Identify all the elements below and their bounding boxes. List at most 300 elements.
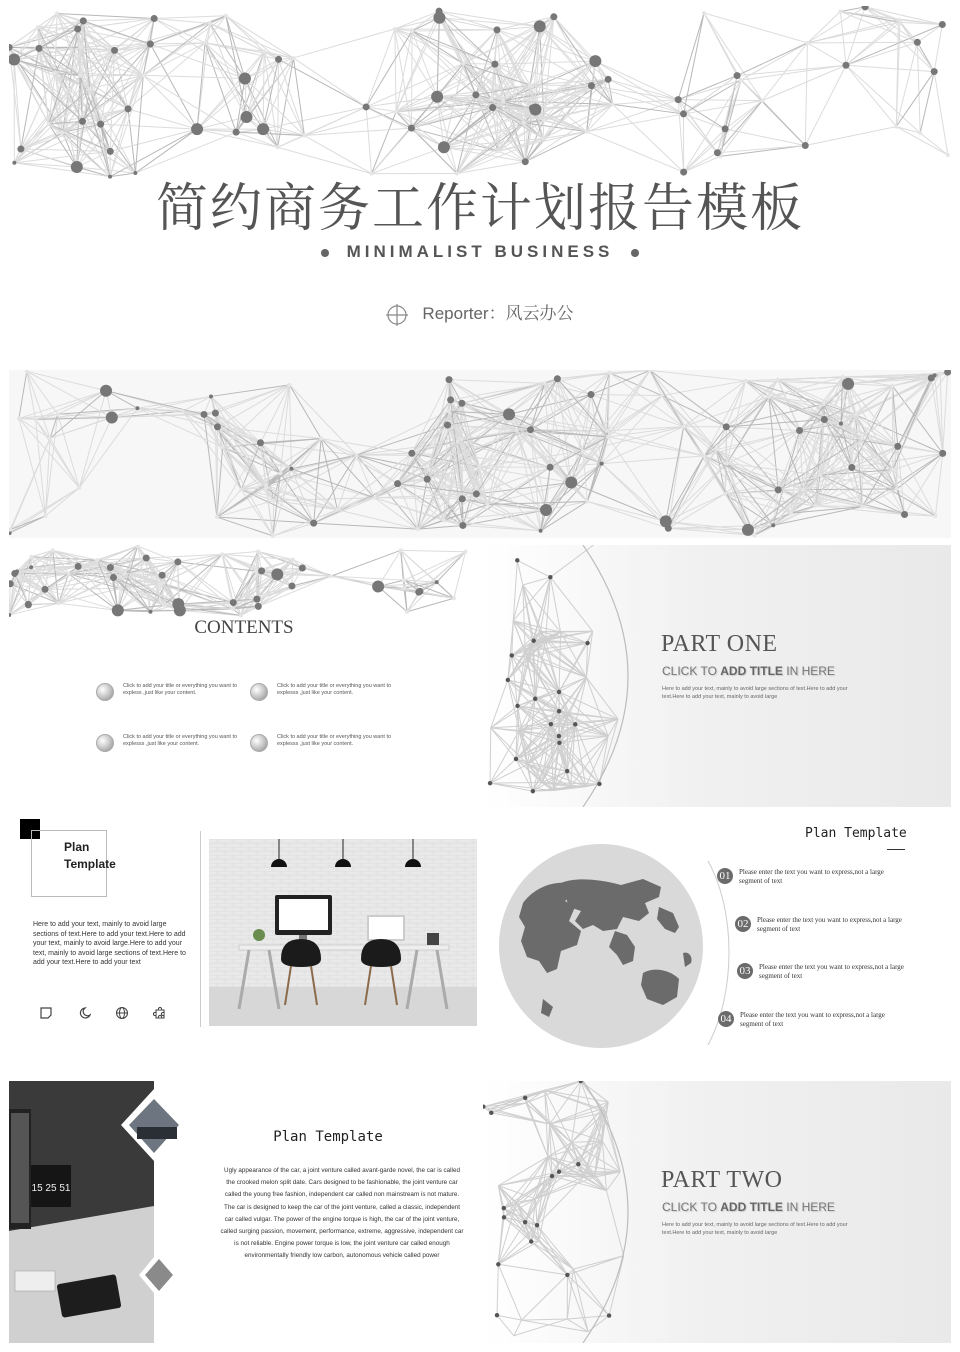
mesh-line — [205, 43, 293, 58]
mesh-node — [123, 572, 127, 576]
mesh-line — [293, 29, 394, 58]
mesh-node — [914, 39, 921, 46]
mesh-node — [319, 437, 323, 441]
mesh-line — [490, 783, 542, 784]
mesh-line — [720, 145, 805, 156]
mesh-node — [447, 396, 454, 403]
mesh-node — [111, 47, 118, 54]
mesh-line — [304, 107, 366, 136]
mesh-node — [220, 552, 224, 556]
mesh-line — [366, 31, 412, 107]
mesh-node — [147, 41, 154, 48]
mesh-line — [395, 29, 396, 112]
mesh-node — [714, 448, 718, 452]
mesh-line — [337, 455, 356, 510]
mesh-node — [767, 395, 771, 399]
mesh-node — [576, 1162, 580, 1166]
contents-item-text: Click to add your title or everything you want to explesss ,just like your content. — [123, 734, 238, 747]
mesh-line — [411, 31, 412, 128]
mesh-node — [894, 443, 901, 450]
mesh-node — [515, 429, 519, 433]
mesh-line — [491, 728, 519, 731]
cover-title: 简约商务工作计划报告模板 — [155, 179, 804, 239]
mesh-line — [290, 385, 292, 469]
mesh-line — [366, 107, 444, 147]
mesh-node — [801, 488, 805, 492]
mesh-node — [394, 110, 398, 114]
mesh-node — [278, 471, 282, 475]
mesh-node — [456, 439, 460, 443]
mesh-node — [489, 1111, 493, 1115]
item-text: Please enter the text you want to express,not a large segment of text — [759, 963, 904, 980]
mesh-node — [585, 499, 589, 503]
mesh-line — [490, 728, 491, 783]
mesh-line — [366, 107, 371, 174]
mesh-node — [172, 598, 184, 610]
mesh-node — [461, 61, 465, 65]
world-globe-image — [483, 813, 713, 1053]
contents-item-text: Click to add your title or everything you want to expless ,just like your content. — [123, 683, 238, 696]
globe-icon — [115, 1006, 129, 1020]
mesh-line — [678, 100, 762, 101]
mesh-node — [310, 520, 317, 527]
mesh-node — [660, 394, 664, 398]
mesh-node — [550, 13, 557, 20]
network-decoration — [9, 370, 951, 538]
plan-body: Ugly appearance of the car, a joint venture called avant-garde novel, the car is called the crooked melon split date. Cars designed to be fashionable, the joint venture car called the young free fashion, independent car called non mainstream is not mature. The car is designed to keep the car of the joint venture, called a classic, independent car called vulgar. The power of the engine torque is high, the car of the joint venture, called surging passion, movement, performance, extreme, aggressive, independent car is not reliable. Engine power torque is low, the joint venture car called enough environmentally friendly low carbon, autonomous vehicle called power — [220, 1167, 464, 1260]
mesh-node — [408, 450, 415, 457]
mesh-node — [514, 757, 518, 761]
mesh-node — [79, 118, 86, 125]
mesh-node — [532, 639, 536, 643]
mesh-line — [602, 464, 669, 529]
mesh-node — [841, 375, 845, 379]
mesh-line — [609, 1256, 624, 1316]
mesh-line — [143, 75, 236, 132]
mesh-line — [290, 385, 322, 439]
mesh-arc — [583, 1081, 628, 1343]
mesh-line — [273, 510, 338, 536]
mesh-node — [723, 492, 727, 496]
item-number-badge: 02 — [735, 916, 751, 932]
mesh-line — [437, 552, 466, 582]
mesh-node — [523, 1220, 527, 1224]
mesh-node — [427, 468, 431, 472]
mesh-line — [210, 23, 294, 58]
mesh-node — [818, 473, 822, 477]
mesh-line — [805, 43, 807, 146]
mesh-line — [608, 370, 650, 436]
mesh-line — [314, 523, 418, 529]
mesh-line — [420, 552, 466, 592]
item-text: Please enter the text you want to express,not a large segment of text — [739, 868, 884, 885]
cover-slide[interactable] — [9, 6, 951, 361]
contents-slide[interactable] — [9, 545, 479, 807]
mesh-line — [650, 370, 745, 380]
note-icon — [39, 1006, 53, 1020]
mesh-node — [107, 148, 114, 155]
mesh-line — [273, 523, 314, 536]
contents-item-text: Click to add your title or everything you want to explesss ,just like your content. — [277, 683, 392, 696]
mesh-node — [485, 503, 489, 507]
mesh-node — [557, 690, 561, 694]
mesh-line — [561, 632, 587, 677]
mesh-node — [106, 412, 118, 424]
plan-globe-slide[interactable] — [483, 813, 951, 1053]
mesh-line — [934, 25, 942, 72]
mesh-line — [805, 65, 846, 145]
mesh-line — [366, 29, 395, 107]
mesh-node — [399, 548, 403, 552]
mesh-node — [272, 498, 276, 502]
mesh-node — [931, 68, 938, 75]
mesh-node — [148, 610, 152, 614]
mesh-node — [702, 11, 706, 15]
mesh-line — [550, 545, 593, 577]
mesh-node — [15, 569, 19, 573]
mesh-node — [600, 462, 604, 466]
mesh-node — [162, 603, 166, 607]
sphere-bullet-icon — [250, 683, 268, 701]
mesh-node — [393, 27, 397, 31]
mesh-line — [55, 14, 57, 73]
mesh-node — [839, 422, 843, 426]
mesh-node — [402, 578, 406, 582]
mesh-node — [523, 1096, 527, 1100]
mesh-node — [522, 121, 526, 125]
mesh-line — [745, 381, 848, 384]
mesh-line — [678, 100, 683, 172]
mesh-line — [401, 550, 466, 551]
mesh-node — [212, 410, 219, 417]
mesh-node — [16, 575, 20, 579]
mesh-line — [150, 44, 197, 129]
mesh-line — [917, 42, 920, 133]
mesh-line — [586, 677, 618, 719]
mesh-line — [106, 391, 204, 415]
mesh-node — [946, 153, 950, 157]
mesh-line — [321, 439, 412, 454]
mesh-node — [435, 580, 439, 584]
mesh-node — [446, 376, 453, 383]
mesh-node — [501, 99, 505, 103]
plan-desk-slide[interactable] — [9, 813, 479, 1043]
mesh-node — [302, 134, 306, 138]
mesh-node — [299, 565, 306, 572]
mesh-line — [449, 380, 545, 384]
mesh-node — [159, 572, 166, 579]
mesh-line — [820, 475, 862, 507]
mesh-node — [43, 514, 47, 518]
mesh-node — [181, 409, 185, 413]
mesh-node — [458, 453, 462, 457]
mesh-node — [515, 704, 519, 708]
mesh-node — [372, 580, 384, 592]
mesh-node — [424, 476, 431, 483]
bullet-dot-icon — [631, 249, 639, 257]
mesh-node — [258, 567, 265, 574]
mesh-line — [337, 510, 417, 529]
network-banner-slide[interactable] — [9, 370, 951, 538]
mesh-line — [293, 58, 366, 107]
mesh-node — [542, 118, 546, 122]
mesh-node — [775, 486, 782, 493]
mesh-node — [838, 10, 842, 14]
divider — [200, 831, 201, 1027]
mesh-node — [557, 1170, 561, 1174]
mesh-node — [489, 97, 493, 101]
mesh-line — [610, 373, 684, 427]
mesh-node — [605, 429, 609, 433]
item-number-badge: 04 — [718, 1011, 734, 1027]
mesh-node — [224, 14, 228, 18]
mesh-line — [524, 123, 525, 162]
mesh-line — [717, 145, 805, 152]
mesh-node — [860, 436, 864, 440]
mesh-node — [531, 789, 535, 793]
office-photo-collage — [9, 1081, 209, 1343]
mesh-node — [611, 102, 615, 106]
contents-title: CONTENTS — [194, 617, 294, 638]
mesh-node — [588, 82, 595, 89]
mesh-node — [533, 697, 537, 701]
mesh-line — [608, 437, 704, 456]
mesh-node — [431, 91, 443, 103]
mesh-line — [807, 43, 846, 65]
mesh-line — [525, 1222, 573, 1269]
mesh-line — [540, 577, 550, 631]
mesh-node — [477, 465, 481, 469]
mesh-line — [943, 372, 948, 453]
mesh-node — [447, 409, 451, 413]
mesh-line — [737, 43, 807, 76]
mesh-node — [588, 391, 595, 398]
mesh-node — [51, 548, 55, 552]
mesh-node — [760, 99, 764, 103]
mesh-node — [256, 549, 260, 553]
mesh-node — [141, 73, 145, 77]
mesh-line — [540, 632, 561, 633]
mesh-line — [543, 120, 544, 138]
mesh-node — [97, 121, 104, 128]
mesh-line — [573, 1256, 623, 1269]
mesh-line — [602, 1141, 606, 1191]
mesh-node — [540, 504, 552, 516]
mesh-node — [585, 130, 589, 134]
mesh-node — [901, 511, 908, 518]
mesh-line — [684, 13, 704, 114]
globe-mesh-decoration — [483, 1081, 643, 1343]
mesh-node — [473, 490, 480, 497]
mesh-node — [30, 555, 34, 559]
mesh-node — [100, 385, 112, 397]
part-title: PART TWO — [661, 1167, 783, 1193]
sphere-bullet-icon — [250, 734, 268, 752]
mesh-node — [158, 582, 162, 586]
mesh-line — [222, 551, 258, 554]
mesh-node — [29, 565, 33, 569]
item-text: Please enter the text you want to express,not a large segment of text — [757, 916, 902, 933]
mesh-line — [217, 427, 218, 517]
mesh-node — [503, 408, 515, 420]
mesh-node — [734, 72, 741, 79]
mesh-node — [928, 374, 935, 381]
mesh-node — [458, 400, 465, 407]
mesh-line — [462, 499, 463, 526]
mesh-node — [254, 569, 258, 573]
mesh-node — [53, 71, 57, 75]
mesh-node — [253, 596, 260, 603]
mesh-node — [534, 20, 546, 32]
mesh-line — [204, 414, 217, 517]
mesh-node — [416, 527, 420, 531]
mesh-node — [191, 123, 203, 135]
mesh-line — [684, 397, 769, 427]
mesh-node — [408, 125, 415, 132]
mesh-line — [613, 104, 684, 172]
mesh-node — [606, 435, 610, 439]
mesh-node — [714, 149, 721, 156]
mesh-node — [802, 142, 809, 149]
mesh-node — [459, 495, 466, 502]
sphere-bullet-icon — [96, 734, 114, 752]
mesh-node — [529, 103, 541, 115]
item-number-badge: 01 — [717, 868, 733, 884]
mesh-node — [239, 73, 251, 85]
mesh-line — [487, 1090, 545, 1109]
mesh-node — [107, 564, 114, 571]
mesh-node — [933, 514, 937, 518]
plan-photo-slide[interactable] — [9, 1081, 479, 1343]
mesh-node — [539, 529, 543, 533]
mesh-node — [416, 588, 423, 595]
globe-mesh-decoration — [483, 545, 643, 807]
mesh-node — [438, 141, 450, 153]
mesh-line — [498, 1242, 531, 1265]
mesh-node — [550, 1174, 554, 1178]
mesh-node — [275, 56, 282, 63]
mesh-node — [891, 468, 895, 472]
part-subtitle — [662, 1200, 835, 1214]
title-underline — [887, 849, 905, 850]
mesh-node — [702, 454, 706, 458]
mesh-node — [608, 371, 612, 375]
part-subtitle — [662, 664, 835, 678]
mesh-node — [262, 50, 266, 54]
mesh-node — [47, 122, 51, 126]
mesh-node — [221, 445, 225, 449]
network-decoration — [9, 6, 951, 186]
mesh-node — [502, 1206, 506, 1210]
mesh-node — [496, 1262, 500, 1266]
mesh-node — [890, 384, 894, 388]
mesh-node — [939, 21, 946, 28]
mesh-node — [939, 450, 946, 457]
mesh-line — [537, 1225, 567, 1275]
mesh-node — [739, 78, 743, 82]
mesh-node — [589, 55, 601, 67]
mesh-line — [378, 550, 401, 586]
mesh-line — [498, 1264, 521, 1320]
mesh-node — [605, 76, 612, 83]
mesh-line — [45, 488, 79, 516]
mesh-line — [490, 759, 516, 783]
mesh-node — [491, 61, 498, 68]
mesh-node — [264, 486, 268, 490]
mesh-node — [125, 105, 132, 112]
mesh-line — [19, 371, 27, 418]
mesh-node — [402, 586, 406, 590]
mesh-node — [372, 496, 376, 500]
mesh-node — [276, 145, 280, 149]
mesh-node — [742, 524, 754, 536]
mesh-node — [48, 436, 52, 440]
crosshair-circle-icon — [386, 304, 408, 326]
mesh-line — [533, 791, 553, 792]
mesh-node — [938, 371, 942, 375]
sphere-bullet-icon — [96, 683, 114, 701]
part-subtitle-pre: CLICK TO — [662, 1200, 721, 1214]
mesh-node — [174, 558, 181, 565]
mesh-line — [197, 43, 205, 129]
mesh-node — [25, 601, 32, 608]
mesh-node — [61, 130, 65, 134]
mesh-line — [143, 75, 245, 78]
mesh-line — [331, 550, 401, 576]
mesh-node — [557, 709, 561, 713]
mesh-line — [514, 1319, 567, 1336]
mesh-line — [58, 414, 80, 487]
mesh-line — [725, 129, 805, 146]
mesh-line — [522, 1275, 568, 1320]
mesh-node — [502, 1215, 506, 1219]
mesh-line — [205, 43, 279, 59]
mesh-line — [537, 1225, 573, 1269]
clock-display-text: 15 25 51 — [31, 1183, 71, 1194]
part-two-slide[interactable] — [483, 1081, 951, 1343]
mesh-line — [27, 371, 50, 438]
mesh-node — [506, 678, 510, 682]
mesh-line — [807, 7, 865, 43]
mesh-node — [34, 418, 38, 422]
mesh-line — [567, 714, 568, 771]
mesh-node — [405, 610, 409, 614]
plan-body: Here to add your text, mainly to avoid large sections of text.Here to add your text.Here to add your text, mainly to avoid large.Here to add your text, mainly to avoid large sections of text.Here to add your text.Here to add your text — [33, 921, 186, 966]
part-one-slide[interactable] — [483, 545, 951, 807]
mesh-node — [291, 558, 295, 562]
mesh-node — [55, 12, 59, 16]
mesh-node — [42, 586, 49, 593]
mesh-node — [329, 574, 333, 578]
mesh-node — [789, 511, 793, 515]
mesh-line — [727, 381, 746, 464]
mesh-node — [895, 487, 899, 491]
mesh-node — [335, 508, 339, 512]
mesh-line — [439, 18, 463, 64]
mesh-node — [410, 29, 414, 33]
mesh-node — [460, 437, 464, 441]
mesh-line — [517, 560, 523, 585]
mesh-node — [80, 17, 87, 24]
mesh-line — [517, 560, 550, 577]
mesh-line — [898, 20, 934, 72]
mesh-node — [565, 477, 577, 489]
mesh-line — [27, 371, 36, 419]
mesh-line — [14, 151, 110, 162]
part-body: Here to add your text, mainly to avoid large sections of text.Here to add your text.Here to add your text, mainly to avoid large — [662, 686, 848, 700]
mesh-node — [680, 110, 687, 117]
mesh-line — [337, 498, 374, 510]
